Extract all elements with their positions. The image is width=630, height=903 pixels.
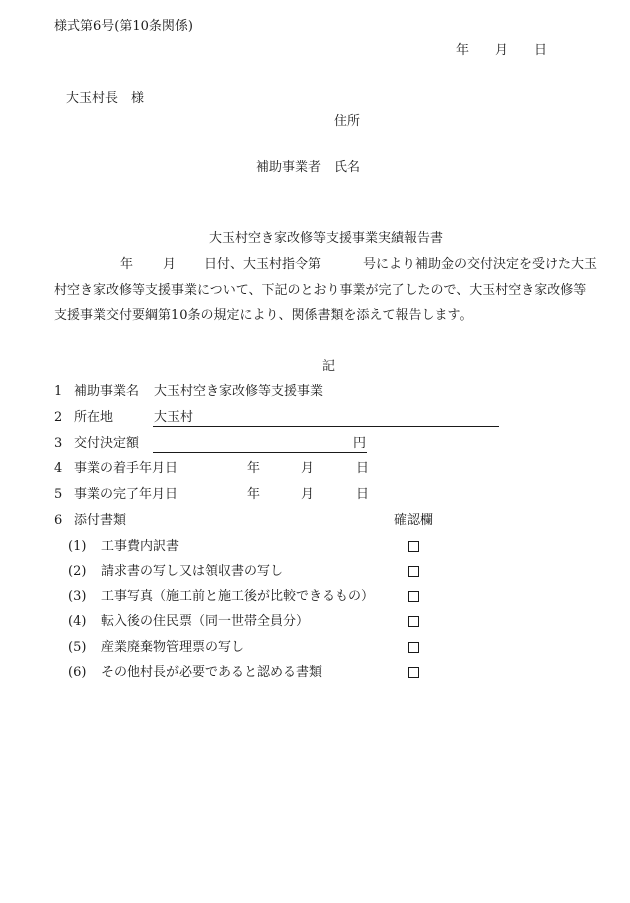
intro-number-suffix: 号により補助金の交付決定を受けた大玉 xyxy=(363,257,598,272)
item-4-label: 事業の着手年月日 xyxy=(74,461,179,476)
attachment-5-number: (5) xyxy=(68,640,87,655)
completion-date-day: 日 xyxy=(356,487,370,502)
date-month-label: 月 xyxy=(495,43,509,58)
item-3-number: 3 xyxy=(54,436,63,451)
confirmation-column-header: 確認欄 xyxy=(394,513,434,528)
start-date-day: 日 xyxy=(356,461,370,476)
attachment-3-number: (3) xyxy=(68,589,87,604)
intro-day-suffix: 日付、大玉村指令第 xyxy=(204,257,322,272)
date-year-label: 年 xyxy=(456,43,470,58)
grant-amount-field xyxy=(153,436,367,453)
attachment-3-label: 工事写真（施工前と施工後が比較できるもの） xyxy=(101,589,375,604)
start-date-month: 月 xyxy=(301,461,315,476)
attachment-1-checkbox[interactable] xyxy=(408,541,419,552)
form-number: 様式第6号(第10条関係) xyxy=(54,19,193,34)
attachment-6-checkbox[interactable] xyxy=(408,667,419,678)
item-1-number: 1 xyxy=(54,384,63,399)
item-6-label: 添付書類 xyxy=(74,513,127,528)
report-date xyxy=(456,43,547,59)
attachment-4-number: (4) xyxy=(68,614,87,629)
ki-heading: 記 xyxy=(322,359,336,374)
item-2-label: 所在地 xyxy=(74,410,114,425)
attachment-1-number: (1) xyxy=(68,539,87,554)
intro-year: 年 xyxy=(120,257,134,272)
attachment-5-label: 産業廃棄物管理票の写し xyxy=(101,640,245,655)
item-1-value: 大玉村空き家改修等支援事業 xyxy=(154,384,324,399)
date-day-label: 日 xyxy=(534,43,548,58)
attachment-4-checkbox[interactable] xyxy=(408,616,419,627)
attachment-3-checkbox[interactable] xyxy=(408,591,419,602)
item-2-number: 2 xyxy=(54,410,63,425)
applicant-name-label: 補助事業者 氏名 xyxy=(256,160,361,175)
body-line-1 xyxy=(54,252,606,278)
attachment-2-checkbox[interactable] xyxy=(408,566,419,577)
item-4-number: 4 xyxy=(54,461,63,476)
body-line-3: 支援事業交付要綱第10条の規定により、関係書類を添えて報告します。 xyxy=(54,308,473,323)
item-6-number: 6 xyxy=(54,513,63,528)
location-field xyxy=(153,410,499,427)
start-date-year: 年 xyxy=(247,461,261,476)
body-line-2: 村空き家改修等支援事業について、下記のとおり事業が完了したので、大玉村空き家改修等 xyxy=(54,282,587,298)
recipient: 大玉村長 様 xyxy=(66,91,145,106)
report-body xyxy=(54,252,606,329)
attachment-6-label: その他村長が必要であると認める書類 xyxy=(101,665,323,680)
attachment-1-label: 工事費内訳書 xyxy=(101,539,180,554)
item-5-number: 5 xyxy=(54,487,63,502)
grant-amount-unit: 円 xyxy=(352,436,366,451)
completion-date-month: 月 xyxy=(301,487,315,502)
attachment-2-number: (2) xyxy=(68,564,87,579)
item-3-label: 交付決定額 xyxy=(74,436,140,451)
intro-month: 月 xyxy=(163,257,177,272)
document-title: 大玉村空き家改修等支援事業実績報告書 xyxy=(209,231,444,246)
item-1-label: 補助事業名 xyxy=(74,384,140,399)
item-5-label: 事業の完了年月日 xyxy=(74,487,179,502)
attachment-4-label: 転入後の住民票（同一世帯全員分） xyxy=(101,614,310,629)
attachment-6-number: (6) xyxy=(68,665,87,680)
completion-date-year: 年 xyxy=(247,487,261,502)
attachment-5-checkbox[interactable] xyxy=(408,642,419,653)
address-label: 住所 xyxy=(334,114,361,129)
location-value: 大玉村 xyxy=(154,410,194,425)
attachment-2-label: 請求書の写し又は領収書の写し xyxy=(101,564,284,579)
